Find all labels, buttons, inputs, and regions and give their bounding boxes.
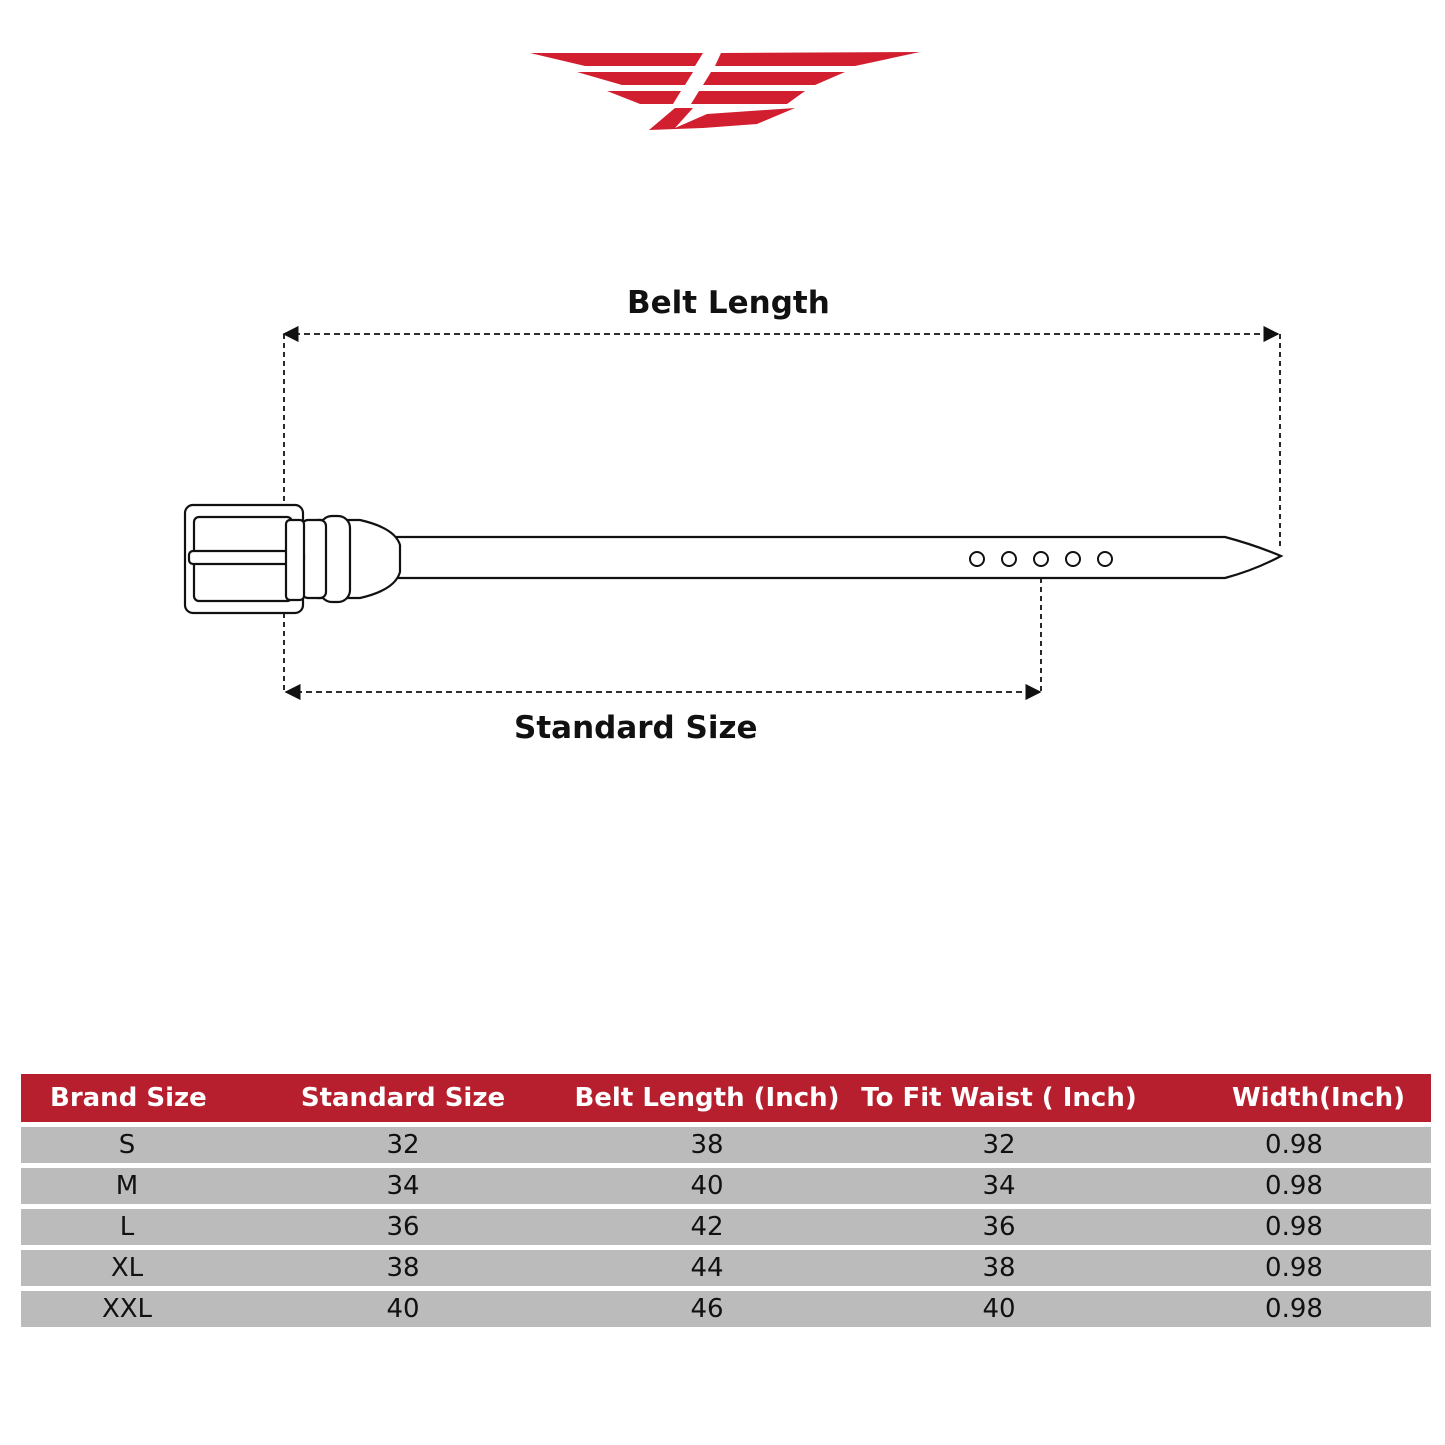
- standard-size-label: Standard Size: [514, 710, 758, 746]
- cell-belt-length: 46: [573, 1291, 841, 1327]
- table-row: [21, 1127, 1431, 1163]
- header-brand-size: Brand Size: [21, 1074, 233, 1122]
- standard-size-dimension: [286, 560, 1041, 692]
- cell-brand-size: L: [119, 1212, 135, 1242]
- cell-width: 0.98: [1157, 1250, 1431, 1286]
- table-row: [21, 1168, 1431, 1204]
- table-row: [21, 1209, 1431, 1245]
- cell-standard-size: 40: [233, 1291, 573, 1327]
- cell-standard-size: 38: [233, 1250, 573, 1286]
- cell-to-fit-waist: 40: [841, 1291, 1157, 1327]
- cell-to-fit-waist: 36: [841, 1209, 1157, 1245]
- cell-brand-size: XL: [110, 1253, 144, 1283]
- cell-width: 0.98: [1157, 1291, 1431, 1327]
- cell-standard-size: 34: [233, 1168, 573, 1204]
- belt-buckle: [185, 505, 304, 613]
- belt-length-dimension: [284, 334, 1280, 690]
- cell-belt-length: 40: [573, 1168, 841, 1204]
- cell-to-fit-waist: 34: [841, 1168, 1157, 1204]
- cell-standard-size: 32: [233, 1127, 573, 1163]
- cell-to-fit-waist: 38: [841, 1250, 1157, 1286]
- header-standard-size: Standard Size: [233, 1074, 573, 1122]
- cell-brand-size: M: [115, 1171, 139, 1201]
- belt-length-label: Belt Length: [627, 285, 830, 321]
- cell-standard-size: 36: [233, 1209, 573, 1245]
- cell-width: 0.98: [1157, 1127, 1431, 1163]
- size-chart-table: [21, 1074, 1431, 1327]
- table-row: [21, 1291, 1431, 1327]
- cell-brand-size: XXL: [101, 1294, 153, 1324]
- cell-belt-length: 42: [573, 1209, 841, 1245]
- cell-brand-size: S: [118, 1130, 136, 1160]
- cell-belt-length: 38: [573, 1127, 841, 1163]
- table-row: [21, 1250, 1431, 1286]
- cell-width: 0.98: [1157, 1209, 1431, 1245]
- cell-belt-length: 44: [573, 1250, 841, 1286]
- header-width: Width(Inch): [1157, 1074, 1431, 1122]
- cell-width: 0.98: [1157, 1168, 1431, 1204]
- belt-keeper: [302, 516, 400, 602]
- header-to-fit-waist: To Fit Waist ( Inch): [841, 1074, 1157, 1122]
- cell-to-fit-waist: 32: [841, 1127, 1157, 1163]
- table-header-row: [21, 1074, 1431, 1122]
- belt-strap: [396, 537, 1281, 578]
- header-belt-length: Belt Length (Inch): [573, 1074, 841, 1122]
